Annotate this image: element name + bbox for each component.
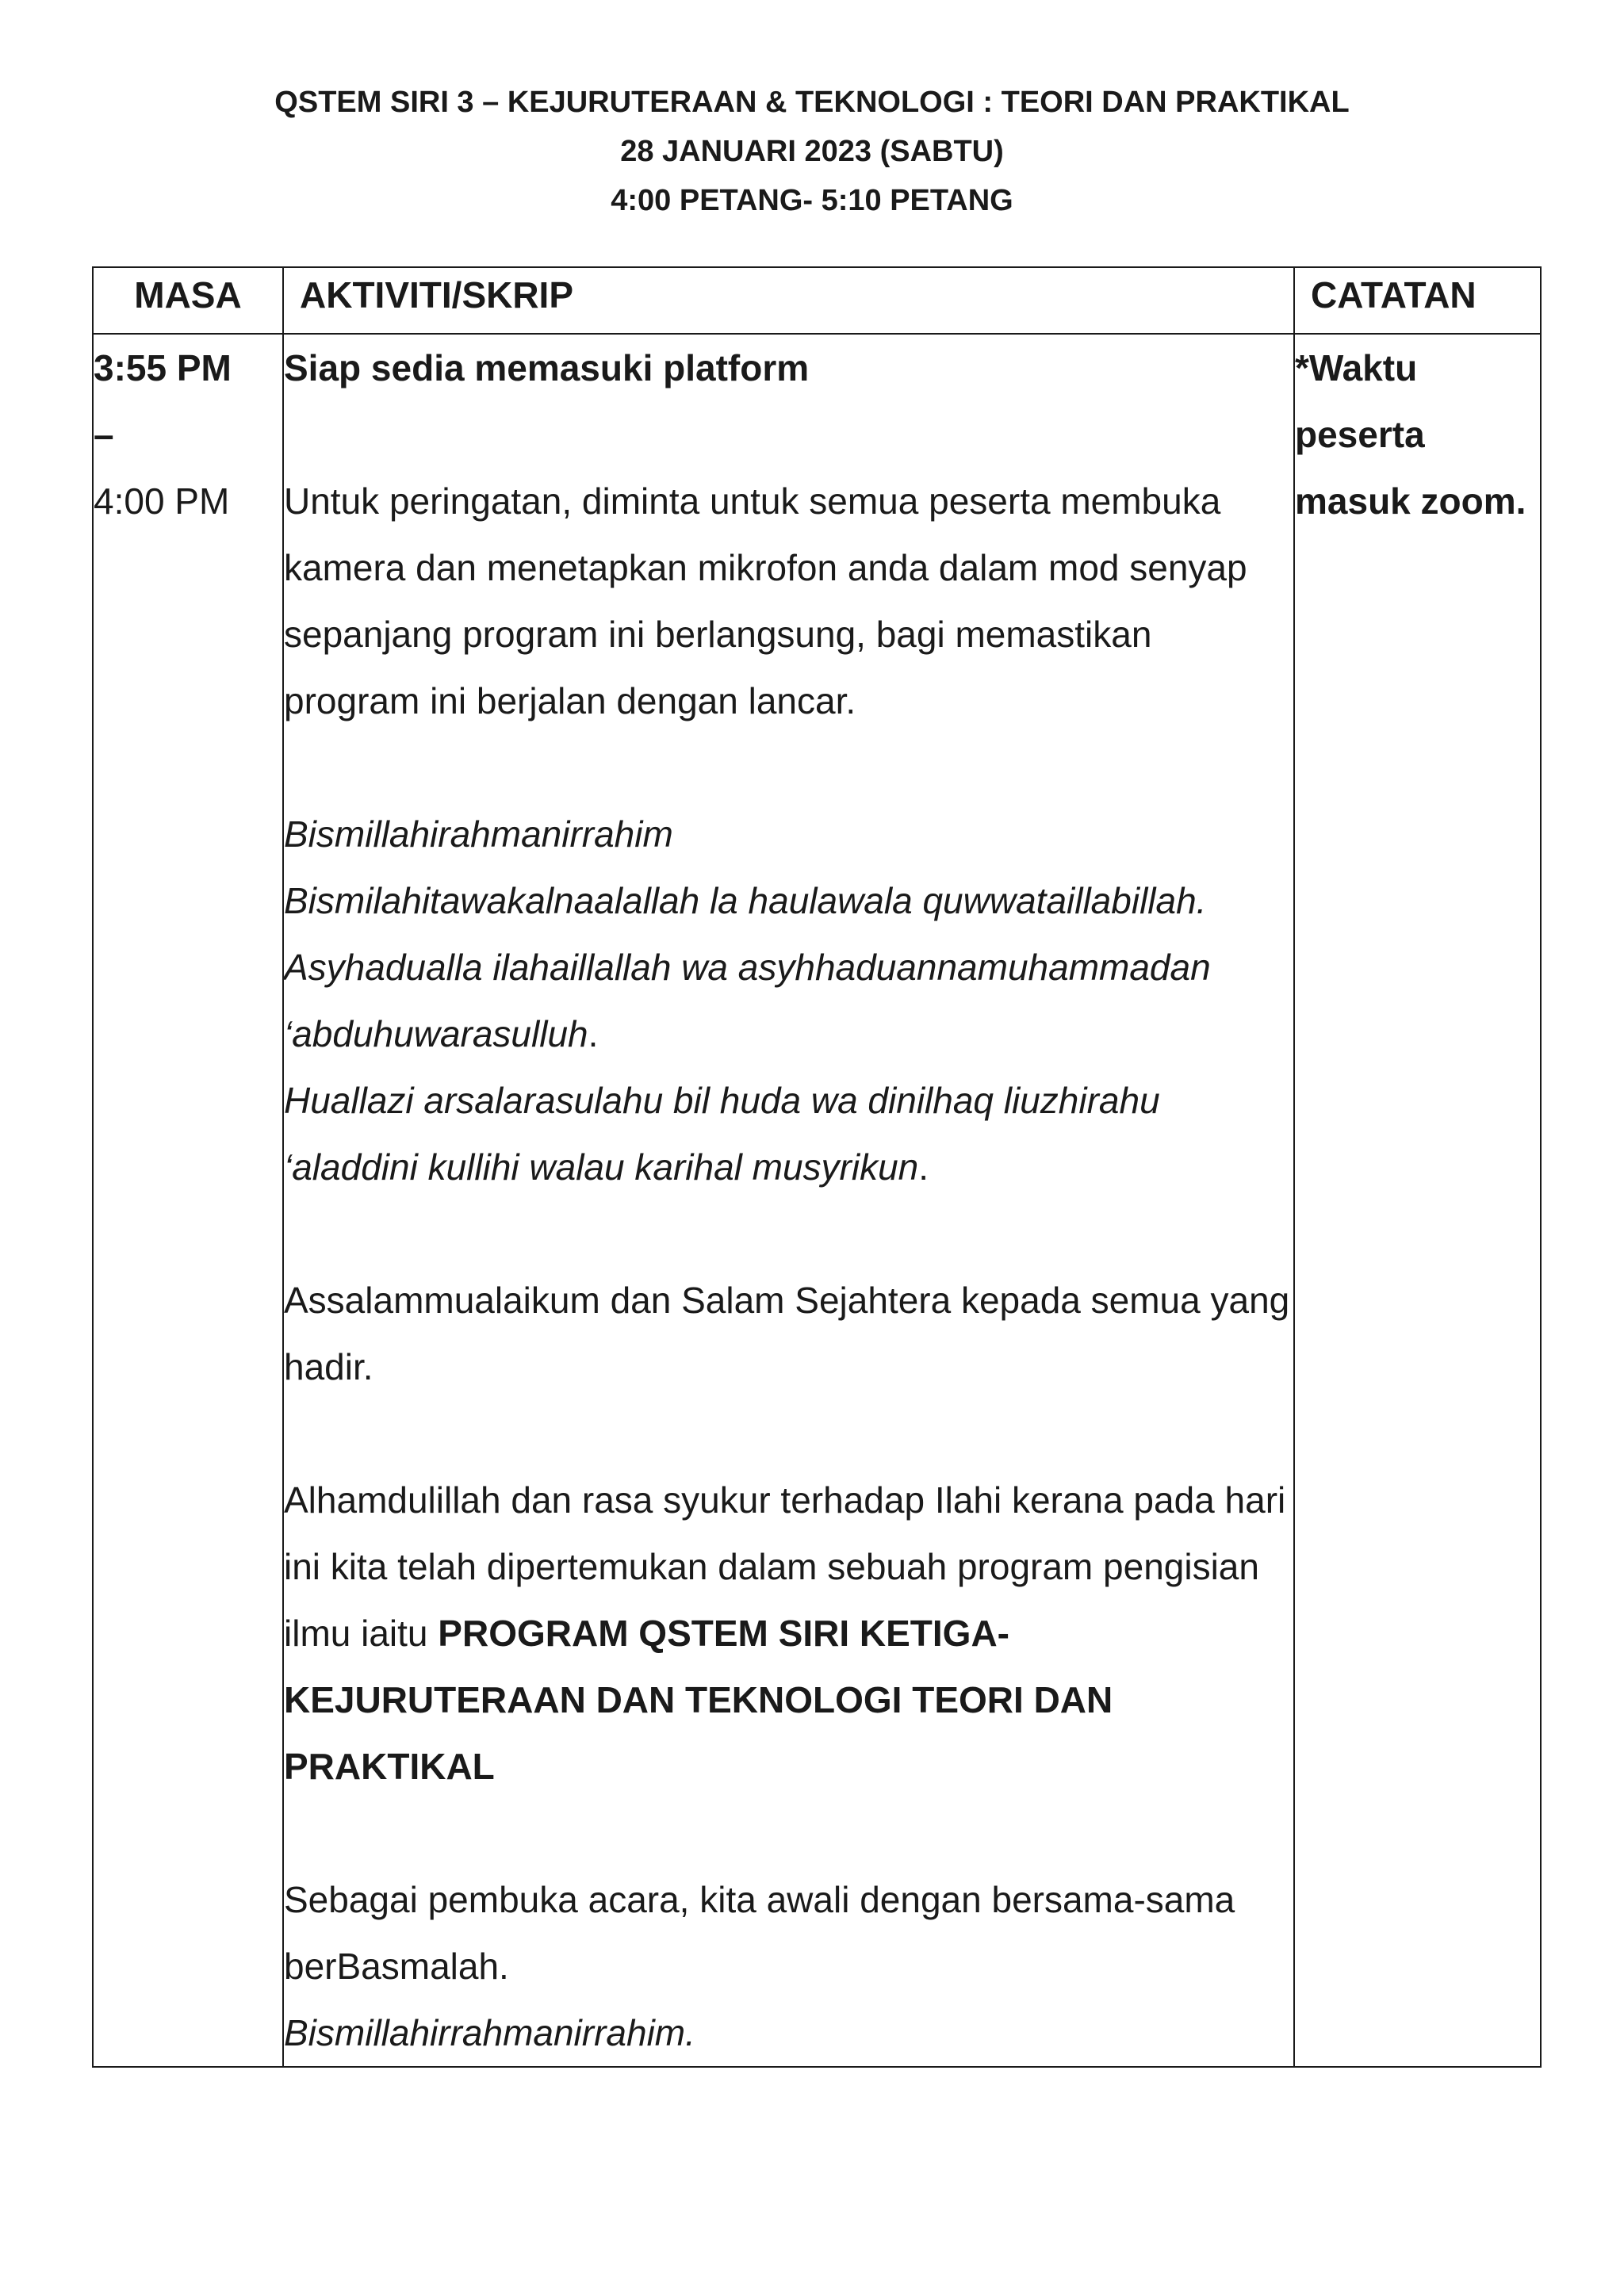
time-end: 4:00 PM [94, 480, 230, 522]
doa-line: Bismilahitawakalnaalallah la haulawala quwwataillabillah. [284, 880, 1207, 921]
header-catatan: CATATAN [1294, 267, 1541, 334]
doa-line: Asyhadualla ilahaillallah wa asyhhaduannamuhammadan [284, 947, 1211, 988]
doa-line [284, 1134, 1293, 1200]
header-masa: MASA [93, 267, 283, 334]
document-heading [0, 78, 1624, 225]
heading-title: QSTEM SIRI 3 – KEJURUTERAAN & TEKNOLOGI : TEORI DAN PRAKTIKAL [274, 86, 1350, 119]
aktiviti-cell [283, 334, 1294, 2067]
heading-date: 28 JANUARI 2023 (SABTU) [620, 135, 1004, 168]
doa-period: . [588, 1013, 599, 1054]
note-text: *Waktu peserta masuk zoom. [1295, 347, 1526, 522]
schedule-table [92, 266, 1542, 2068]
doa-line: Bismillahirahmanirrahim [284, 813, 673, 855]
header-aktiviti: AKTIVITI/SKRIP [283, 267, 1294, 334]
table-row [93, 334, 1541, 2067]
salam-text: Assalammualaikum dan Salam Sejahtera kepada semua yang hadir. [284, 1280, 1290, 1387]
reminder-text: Untuk peringatan, diminta untuk semua peserta membuka kamera dan menetapkan mikrofon anda dalam mod senyap sepanjang program ini berlangsung, bagi memastikan program ini berjalan dengan lancar. [284, 480, 1247, 721]
doa-period: . [918, 1146, 929, 1188]
program-name: PROGRAM QSTEM SIRI KETIGA-KEJURUTERAAN DAN TEKNOLOGI TEORI DAN PRAKTIKAL [284, 1613, 1113, 1787]
time-dash: – [94, 414, 114, 455]
intro-text: Alhamdulillah dan rasa syukur terhadap Ilahi kerana pada hari ini kita telah dipertemukan dalam sebuah program pengisian ilmu iaitu [284, 1479, 1286, 1654]
doa-line [284, 1001, 1293, 1067]
catatan-cell [1294, 334, 1541, 2067]
opening-text: Sebagai pembuka acara, kita awali dengan bersama-sama berBasmalah. [284, 1879, 1235, 1987]
time-start: 3:55 PM [94, 347, 232, 388]
doa-text: ‘aladdini kullihi walau karihal musyrikun [284, 1146, 919, 1188]
doa-text: ‘abduhuwarasulluh [284, 1013, 588, 1054]
table-header-row [93, 267, 1541, 334]
intro-paragraph [284, 1467, 1293, 1800]
closing-doa: Bismillahirrahmanirrahim. [284, 2012, 695, 2053]
heading-time: 4:00 PETANG- 5:10 PETANG [611, 184, 1013, 217]
doa-line: Huallazi arsalarasulahu bil huda wa dinilhaq liuzhirahu [284, 1080, 1160, 1121]
masa-cell [93, 334, 283, 2067]
activity-title: Siap sedia memasuki platform [284, 347, 810, 388]
